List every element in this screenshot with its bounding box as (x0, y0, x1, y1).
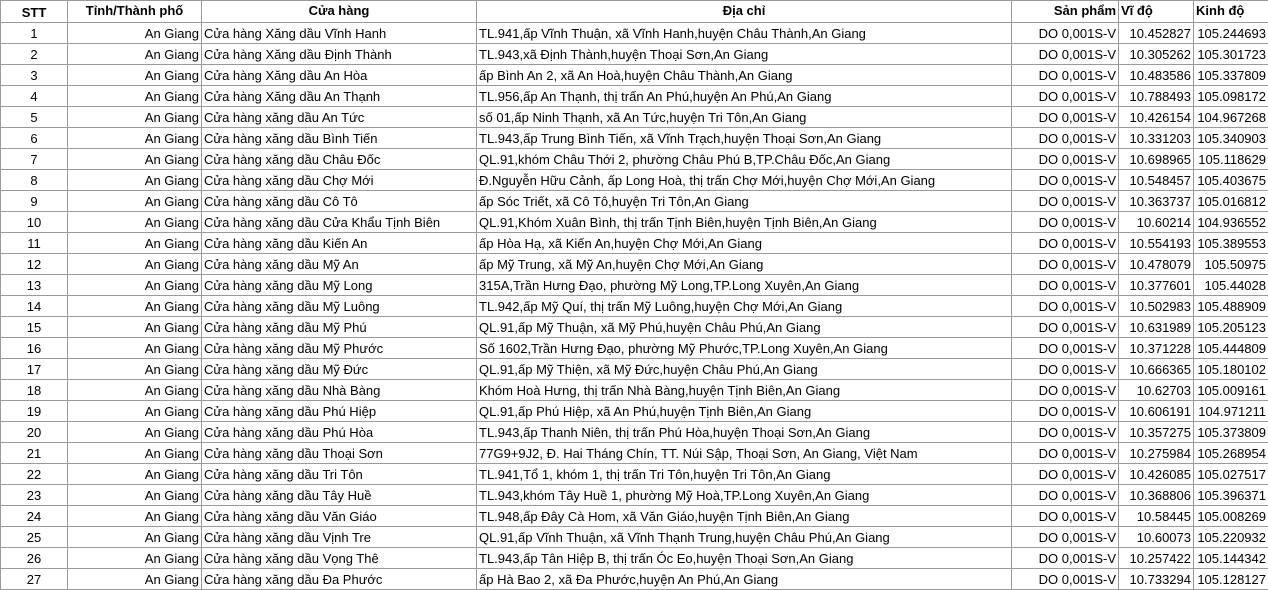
cell-product[interactable]: DO 0,001S-V (1012, 23, 1119, 44)
cell-latitude[interactable]: 10.62703 (1119, 380, 1194, 401)
table-row (1, 275, 1268, 296)
table-row (1, 107, 1268, 128)
cell-stt[interactable]: 26 (1, 548, 68, 569)
cell-longitude[interactable]: 105.128127 (1194, 569, 1268, 590)
table-row (1, 296, 1268, 317)
cell-product[interactable]: DO 0,001S-V (1012, 401, 1119, 422)
cell-address[interactable]: ấp Mỹ Trung, xã Mỹ An,huyện Chợ Mới,An Giang (477, 254, 1012, 275)
cell-stt[interactable]: 3 (1, 65, 68, 86)
cell-latitude[interactable]: 10.377601 (1119, 275, 1194, 296)
cell-latitude[interactable]: 10.733294 (1119, 569, 1194, 590)
cell-product[interactable]: DO 0,001S-V (1012, 359, 1119, 380)
cell-latitude[interactable]: 10.275984 (1119, 443, 1194, 464)
table-row (1, 485, 1268, 506)
cell-stt[interactable]: 18 (1, 380, 68, 401)
header-stt[interactable]: STT (1, 1, 68, 23)
cell-longitude[interactable]: 105.488909 (1194, 296, 1268, 317)
cell-store[interactable]: Cửa hàng xăng dầu Văn Giáo (202, 506, 477, 527)
cell-stt[interactable]: 24 (1, 506, 68, 527)
cell-longitude[interactable]: 105.403675 (1194, 170, 1268, 191)
cell-store[interactable]: Cửa hàng xăng dầu Mỹ Long (202, 275, 477, 296)
cell-longitude[interactable]: 104.971211 (1194, 401, 1268, 422)
cell-store[interactable]: Cửa hàng xăng dầu Kiến An (202, 233, 477, 254)
cell-stt[interactable]: 7 (1, 149, 68, 170)
cell-store[interactable]: Cửa hàng xăng dầu Mỹ Phước (202, 338, 477, 359)
cell-address[interactable]: QL.91,ấp Phú Hiệp, xã An Phú,huyện Tịnh Biên,An Giang (477, 401, 1012, 422)
table-row (1, 149, 1268, 170)
table-row (1, 254, 1268, 275)
cell-province[interactable]: An Giang (68, 443, 202, 464)
cell-longitude[interactable]: 105.396371 (1194, 485, 1268, 506)
table-row (1, 548, 1268, 569)
cell-store[interactable]: Cửa hàng xăng dầu Cửa Khẩu Tịnh Biên (202, 212, 477, 233)
cell-store[interactable]: Cửa hàng xăng dầu Bình Tiến (202, 128, 477, 149)
cell-latitude[interactable]: 10.452827 (1119, 23, 1194, 44)
cell-stt[interactable]: 21 (1, 443, 68, 464)
cell-address[interactable]: TL.942,ấp Mỹ Quí, thị trấn Mỹ Luông,huyện Chợ Mới,An Giang (477, 296, 1012, 317)
cell-latitude[interactable]: 10.502983 (1119, 296, 1194, 317)
cell-province[interactable]: An Giang (68, 401, 202, 422)
table-row (1, 338, 1268, 359)
table-row (1, 401, 1268, 422)
cell-address[interactable]: 77G9+9J2, Đ. Hai Tháng Chín, TT. Núi Sập, Thoại Sơn, An Giang, Việt Nam (477, 443, 1012, 464)
cell-product[interactable]: DO 0,001S-V (1012, 65, 1119, 86)
cell-province[interactable]: An Giang (68, 296, 202, 317)
cell-stt[interactable]: 17 (1, 359, 68, 380)
cell-province[interactable]: An Giang (68, 191, 202, 212)
cell-province[interactable]: An Giang (68, 233, 202, 254)
cell-stt[interactable]: 20 (1, 422, 68, 443)
header-address[interactable]: Địa chỉ (477, 1, 1012, 23)
cell-province[interactable]: An Giang (68, 107, 202, 128)
cell-longitude[interactable]: 105.118629 (1194, 149, 1268, 170)
table-row (1, 128, 1268, 149)
cell-latitude[interactable]: 10.426154 (1119, 107, 1194, 128)
cell-province[interactable]: An Giang (68, 359, 202, 380)
cell-stt[interactable]: 4 (1, 86, 68, 107)
cell-longitude[interactable]: 105.220932 (1194, 527, 1268, 548)
table-row (1, 23, 1268, 44)
cell-stt[interactable]: 9 (1, 191, 68, 212)
cell-stt[interactable]: 22 (1, 464, 68, 485)
header-row (1, 1, 1268, 23)
cell-longitude[interactable]: 105.268954 (1194, 443, 1268, 464)
cell-province[interactable]: An Giang (68, 86, 202, 107)
cell-province[interactable]: An Giang (68, 23, 202, 44)
cell-province[interactable]: An Giang (68, 569, 202, 590)
cell-store[interactable]: Cửa hàng xăng dầu Tây Huề (202, 485, 477, 506)
cell-longitude[interactable]: 105.340903 (1194, 128, 1268, 149)
cell-province[interactable]: An Giang (68, 44, 202, 65)
cell-address[interactable]: số 01,ấp Ninh Thạnh, xã An Tức,huyện Tri Tôn,An Giang (477, 107, 1012, 128)
cell-address[interactable]: Số 1602,Trần Hưng Đạo, phường Mỹ Phước,TP.Long Xuyên,An Giang (477, 338, 1012, 359)
header-longitude[interactable]: Kinh độ (1194, 1, 1268, 23)
cell-product[interactable]: DO 0,001S-V (1012, 443, 1119, 464)
cell-stt[interactable]: 27 (1, 569, 68, 590)
cell-stt[interactable]: 6 (1, 128, 68, 149)
cell-address[interactable]: TL.948,ấp Đây Cà Hom, xã Văn Giáo,huyện Tịnh Biên,An Giang (477, 506, 1012, 527)
cell-address[interactable]: TL.941,Tổ 1, khóm 1, thị trấn Tri Tôn,huyện Tri Tôn,An Giang (477, 464, 1012, 485)
cell-store[interactable]: Cửa hàng xăng dầu Tri Tôn (202, 464, 477, 485)
cell-address[interactable]: ấp Bình An 2, xã An Hoà,huyện Châu Thành,An Giang (477, 65, 1012, 86)
cell-product[interactable]: DO 0,001S-V (1012, 548, 1119, 569)
cell-store[interactable]: Cửa hàng xăng dầu Vịnh Tre (202, 527, 477, 548)
cell-latitude[interactable]: 10.60073 (1119, 527, 1194, 548)
cell-latitude[interactable]: 10.331203 (1119, 128, 1194, 149)
cell-stt[interactable]: 11 (1, 233, 68, 254)
cell-province[interactable]: An Giang (68, 464, 202, 485)
table-row (1, 212, 1268, 233)
cell-latitude[interactable]: 10.666365 (1119, 359, 1194, 380)
table-row (1, 527, 1268, 548)
cell-store[interactable]: Cửa hàng xăng dầu Thoại Sơn (202, 443, 477, 464)
cell-store[interactable]: Cửa hàng xăng dầu Châu Đốc (202, 149, 477, 170)
cell-store[interactable]: Cửa hàng Xăng dầu An Hòa (202, 65, 477, 86)
cell-product[interactable]: DO 0,001S-V (1012, 317, 1119, 338)
cell-product[interactable]: DO 0,001S-V (1012, 233, 1119, 254)
header-product[interactable]: Sản phẩm (1012, 1, 1119, 23)
cell-province[interactable]: An Giang (68, 338, 202, 359)
cell-product[interactable]: DO 0,001S-V (1012, 212, 1119, 233)
cell-product[interactable]: DO 0,001S-V (1012, 422, 1119, 443)
table-row (1, 317, 1268, 338)
cell-store[interactable]: Cửa hàng Xăng dầu Định Thành (202, 44, 477, 65)
cell-province[interactable]: An Giang (68, 380, 202, 401)
cell-product[interactable]: DO 0,001S-V (1012, 254, 1119, 275)
cell-province[interactable]: An Giang (68, 485, 202, 506)
cell-province[interactable]: An Giang (68, 317, 202, 338)
cell-longitude[interactable]: 105.44028 (1194, 275, 1268, 296)
cell-store[interactable]: Cửa hàng xăng dầu Phú Hòa (202, 422, 477, 443)
cell-address[interactable]: QL.91,ấp Mỹ Thiện, xã Mỹ Đức,huyện Châu Phú,An Giang (477, 359, 1012, 380)
cell-longitude[interactable]: 105.373809 (1194, 422, 1268, 443)
cell-province[interactable]: An Giang (68, 527, 202, 548)
cell-latitude[interactable]: 10.554193 (1119, 233, 1194, 254)
cell-store[interactable]: Cửa hàng xăng dầu Mỹ An (202, 254, 477, 275)
cell-product[interactable]: DO 0,001S-V (1012, 128, 1119, 149)
cell-store[interactable]: Cửa hàng Xăng dầu Vĩnh Hanh (202, 23, 477, 44)
table-row (1, 86, 1268, 107)
cell-longitude[interactable]: 104.936552 (1194, 212, 1268, 233)
header-store[interactable]: Cửa hàng (202, 1, 477, 23)
cell-latitude[interactable]: 10.363737 (1119, 191, 1194, 212)
cell-province[interactable]: An Giang (68, 149, 202, 170)
cell-latitude[interactable]: 10.257422 (1119, 548, 1194, 569)
cell-stt[interactable]: 15 (1, 317, 68, 338)
cell-address[interactable]: QL.91,ấp Mỹ Thuận, xã Mỹ Phú,huyện Châu Phú,An Giang (477, 317, 1012, 338)
cell-longitude[interactable]: 105.337809 (1194, 65, 1268, 86)
cell-longitude[interactable]: 105.009161 (1194, 380, 1268, 401)
cell-province[interactable]: An Giang (68, 275, 202, 296)
cell-stt[interactable]: 13 (1, 275, 68, 296)
cell-stt[interactable]: 8 (1, 170, 68, 191)
cell-longitude[interactable]: 105.098172 (1194, 86, 1268, 107)
header-latitude[interactable]: Vĩ độ (1119, 1, 1194, 23)
cell-latitude[interactable]: 10.426085 (1119, 464, 1194, 485)
cell-address[interactable]: QL.91,khóm Châu Thới 2, phường Châu Phú B,TP.Châu Đốc,An Giang (477, 149, 1012, 170)
cell-address[interactable]: ấp Hà Bao 2, xã Đa Phước,huyện An Phú,An Giang (477, 569, 1012, 590)
table-row (1, 464, 1268, 485)
cell-address[interactable]: TL.943,ấp Tân Hiệp B, thị trấn Óc Eo,huyện Thoại Sơn,An Giang (477, 548, 1012, 569)
table-row (1, 233, 1268, 254)
cell-product[interactable]: DO 0,001S-V (1012, 569, 1119, 590)
cell-store[interactable]: Cửa hàng xăng dầu Vọng Thê (202, 548, 477, 569)
cell-address[interactable]: TL.941,ấp Vĩnh Thuận, xã Vĩnh Hanh,huyện Châu Thành,An Giang (477, 23, 1012, 44)
cell-longitude[interactable]: 105.205123 (1194, 317, 1268, 338)
cell-province[interactable]: An Giang (68, 170, 202, 191)
cell-store[interactable]: Cửa hàng xăng dầu Đa Phước (202, 569, 477, 590)
cell-province[interactable]: An Giang (68, 422, 202, 443)
cell-province[interactable]: An Giang (68, 506, 202, 527)
cell-latitude[interactable]: 10.698965 (1119, 149, 1194, 170)
table-row (1, 44, 1268, 65)
cell-stt[interactable]: 14 (1, 296, 68, 317)
cell-stt[interactable]: 19 (1, 401, 68, 422)
table-row (1, 65, 1268, 86)
cell-province[interactable]: An Giang (68, 254, 202, 275)
cell-latitude[interactable]: 10.483586 (1119, 65, 1194, 86)
cell-product[interactable]: DO 0,001S-V (1012, 296, 1119, 317)
cell-address[interactable]: Đ.Nguyễn Hữu Cảnh, ấp Long Hoà, thị trấn Chợ Mới,huyện Chợ Mới,An Giang (477, 170, 1012, 191)
cell-product[interactable]: DO 0,001S-V (1012, 107, 1119, 128)
cell-product[interactable]: DO 0,001S-V (1012, 485, 1119, 506)
cell-store[interactable]: Cửa hàng xăng dầu Chợ Mới (202, 170, 477, 191)
cell-longitude[interactable]: 105.180102 (1194, 359, 1268, 380)
cell-store[interactable]: Cửa hàng xăng dầu An Tức (202, 107, 477, 128)
cell-longitude[interactable]: 105.389553 (1194, 233, 1268, 254)
cell-product[interactable]: DO 0,001S-V (1012, 191, 1119, 212)
cell-address[interactable]: TL.943,xã Định Thành,huyện Thoại Sơn,An Giang (477, 44, 1012, 65)
cell-stt[interactable]: 12 (1, 254, 68, 275)
cell-longitude[interactable]: 105.027517 (1194, 464, 1268, 485)
table-row (1, 170, 1268, 191)
cell-address[interactable]: TL.943,ấp Trung Bình Tiến, xã Vĩnh Trạch,huyện Thoại Sơn,An Giang (477, 128, 1012, 149)
cell-store[interactable]: Cửa hàng xăng dầu Nhà Bàng (202, 380, 477, 401)
cell-latitude[interactable]: 10.305262 (1119, 44, 1194, 65)
cell-latitude[interactable]: 10.631989 (1119, 317, 1194, 338)
cell-store[interactable]: Cửa hàng Xăng dầu An Thạnh (202, 86, 477, 107)
cell-store[interactable]: Cửa hàng xăng dầu Mỹ Đức (202, 359, 477, 380)
cell-address[interactable]: TL.943,ấp Thanh Niên, thị trấn Phú Hòa,huyện Thoại Sơn,An Giang (477, 422, 1012, 443)
cell-latitude[interactable]: 10.548457 (1119, 170, 1194, 191)
cell-longitude[interactable]: 105.016812 (1194, 191, 1268, 212)
cell-store[interactable]: Cửa hàng xăng dầu Mỹ Luông (202, 296, 477, 317)
table-body (1, 23, 1268, 590)
cell-product[interactable]: DO 0,001S-V (1012, 170, 1119, 191)
cell-stt[interactable]: 2 (1, 44, 68, 65)
cell-province[interactable]: An Giang (68, 548, 202, 569)
cell-stt[interactable]: 23 (1, 485, 68, 506)
table-row (1, 191, 1268, 212)
cell-address[interactable]: 315A,Trần Hưng Đạo, phường Mỹ Long,TP.Long Xuyên,An Giang (477, 275, 1012, 296)
cell-longitude[interactable]: 104.967268 (1194, 107, 1268, 128)
cell-province[interactable]: An Giang (68, 212, 202, 233)
cell-longitude[interactable]: 105.144342 (1194, 548, 1268, 569)
header-province[interactable]: Tỉnh/Thành phố (68, 1, 202, 23)
cell-product[interactable]: DO 0,001S-V (1012, 380, 1119, 401)
cell-address[interactable]: QL.91,Khóm Xuân Bình, thị trấn Tịnh Biên,huyện Tịnh Biên,An Giang (477, 212, 1012, 233)
cell-product[interactable]: DO 0,001S-V (1012, 464, 1119, 485)
table-row (1, 422, 1268, 443)
cell-product[interactable]: DO 0,001S-V (1012, 527, 1119, 548)
cell-longitude[interactable]: 105.50975 (1194, 254, 1268, 275)
cell-product[interactable]: DO 0,001S-V (1012, 86, 1119, 107)
cell-latitude[interactable]: 10.58445 (1119, 506, 1194, 527)
cell-province[interactable]: An Giang (68, 128, 202, 149)
cell-longitude[interactable]: 105.244693 (1194, 23, 1268, 44)
cell-latitude[interactable]: 10.60214 (1119, 212, 1194, 233)
cell-longitude[interactable]: 105.301723 (1194, 44, 1268, 65)
cell-latitude[interactable]: 10.371228 (1119, 338, 1194, 359)
cell-stt[interactable]: 25 (1, 527, 68, 548)
table-row (1, 359, 1268, 380)
cell-store[interactable]: Cửa hàng xăng dầu Phú Hiệp (202, 401, 477, 422)
cell-latitude[interactable]: 10.368806 (1119, 485, 1194, 506)
cell-stt[interactable]: 1 (1, 23, 68, 44)
cell-stt[interactable]: 5 (1, 107, 68, 128)
cell-address[interactable]: QL.91,ấp Vĩnh Thuận, xã Vĩnh Thạnh Trung,huyện Châu Phú,An Giang (477, 527, 1012, 548)
cell-address[interactable]: ấp Sóc Triết, xã Cô Tô,huyện Tri Tôn,An Giang (477, 191, 1012, 212)
cell-province[interactable]: An Giang (68, 65, 202, 86)
table-row (1, 506, 1268, 527)
table-row (1, 443, 1268, 464)
cell-product[interactable]: DO 0,001S-V (1012, 275, 1119, 296)
cell-stt[interactable]: 16 (1, 338, 68, 359)
cell-store[interactable]: Cửa hàng xăng dầu Mỹ Phú (202, 317, 477, 338)
cell-address[interactable]: Khóm Hoà Hưng, thị trấn Nhà Bàng,huyện Tịnh Biên,An Giang (477, 380, 1012, 401)
cell-address[interactable]: ấp Hòa Hạ, xã Kiến An,huyện Chợ Mới,An Giang (477, 233, 1012, 254)
table-row (1, 380, 1268, 401)
cell-address[interactable]: TL.956,ấp An Thạnh, thị trấn An Phú,huyện An Phú,An Giang (477, 86, 1012, 107)
cell-stt[interactable]: 10 (1, 212, 68, 233)
cell-address[interactable]: TL.943,khóm Tây Huề 1, phường Mỹ Hoà,TP.Long Xuyên,An Giang (477, 485, 1012, 506)
table-row (1, 569, 1268, 590)
cell-longitude[interactable]: 105.008269 (1194, 506, 1268, 527)
cell-product[interactable]: DO 0,001S-V (1012, 338, 1119, 359)
cell-latitude[interactable]: 10.357275 (1119, 422, 1194, 443)
cell-latitude[interactable]: 10.788493 (1119, 86, 1194, 107)
cell-product[interactable]: DO 0,001S-V (1012, 149, 1119, 170)
cell-store[interactable]: Cửa hàng xăng dầu Cô Tô (202, 191, 477, 212)
cell-product[interactable]: DO 0,001S-V (1012, 506, 1119, 527)
cell-latitude[interactable]: 10.606191 (1119, 401, 1194, 422)
cell-longitude[interactable]: 105.444809 (1194, 338, 1268, 359)
cell-product[interactable]: DO 0,001S-V (1012, 44, 1119, 65)
cell-latitude[interactable]: 10.478079 (1119, 254, 1194, 275)
